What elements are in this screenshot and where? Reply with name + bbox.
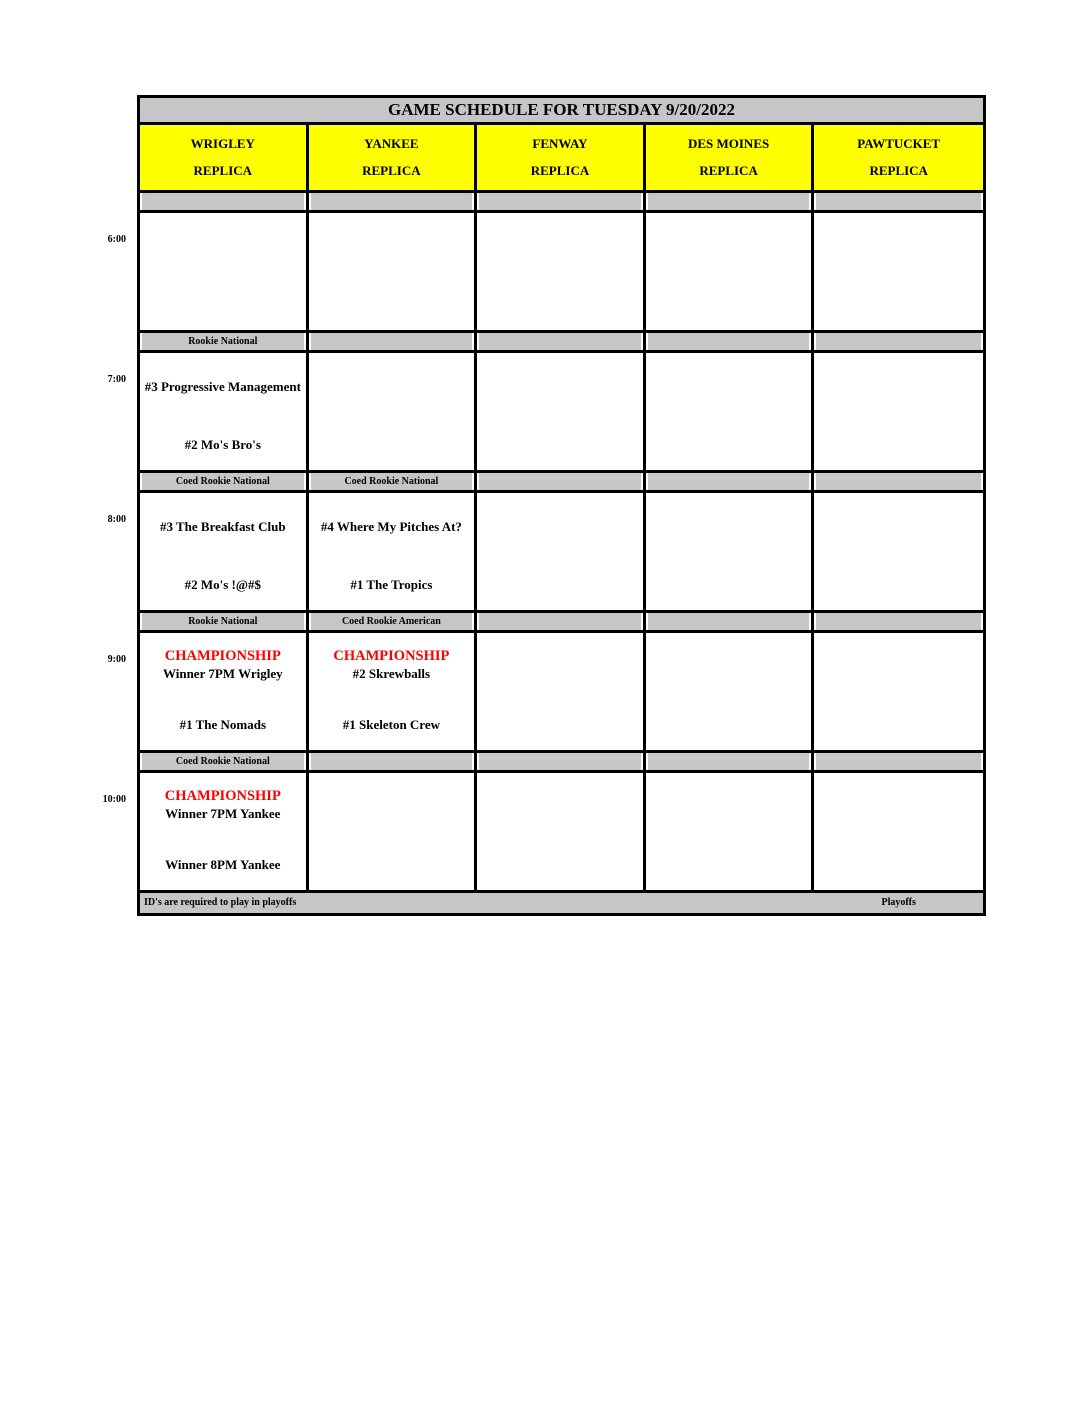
- team-bottom: #2 Mo's Bro's: [184, 437, 261, 452]
- league-strip-cell: [309, 753, 478, 770]
- game-row-10: [140, 773, 983, 893]
- game-cell: [140, 633, 309, 750]
- game-cell: [646, 773, 815, 890]
- team-bottom: #1 The Nomads: [179, 717, 267, 732]
- footer-bar: [140, 893, 983, 913]
- league-label: [816, 753, 981, 770]
- league-strip-cell: [140, 333, 309, 350]
- game-main: [312, 367, 472, 378]
- game-cell: [814, 633, 983, 750]
- field-header-fenway: [477, 125, 646, 190]
- league-strip-cell: [814, 333, 983, 350]
- game-main: [312, 507, 472, 535]
- league-label: [479, 613, 641, 630]
- game-main: [143, 367, 303, 395]
- league-strip-row-6: [140, 193, 983, 213]
- league-strip-cell: [309, 613, 478, 630]
- team-top: #3 Progressive Management: [144, 379, 301, 394]
- game-main: [649, 647, 809, 658]
- game-main: [480, 647, 640, 658]
- league-strip-cell: [309, 473, 478, 490]
- team-bottom: #1 The Tropics: [350, 577, 433, 592]
- league-strip-cell: [140, 613, 309, 630]
- league-label: Coed Rookie American: [311, 613, 473, 630]
- game-cell: [646, 493, 815, 610]
- league-label: Rookie National: [142, 613, 304, 630]
- game-row-6: [140, 213, 983, 333]
- game-main: [649, 787, 809, 798]
- league-strip-cell: [477, 613, 646, 630]
- league-strip-row-7: [140, 333, 983, 353]
- league-label: [311, 193, 473, 210]
- game-main: [312, 647, 472, 682]
- league-strip-cell: [646, 473, 815, 490]
- game-cell: [309, 633, 478, 750]
- league-strip-cell: [646, 753, 815, 770]
- field-name: DES MOINES: [687, 136, 770, 151]
- game-cell: [477, 353, 646, 470]
- league-strip-cell: [646, 193, 815, 210]
- league-strip-cell: [814, 613, 983, 630]
- game-main: [480, 367, 640, 378]
- game-main: [312, 227, 472, 238]
- game-cell: [477, 493, 646, 610]
- game-main: [817, 227, 980, 238]
- league-label: [648, 613, 810, 630]
- league-strip-row-10: [140, 753, 983, 773]
- game-main: [649, 507, 809, 518]
- league-label: [816, 613, 981, 630]
- field-name: PAWTUCKET: [857, 136, 941, 151]
- field-header-des-moines: [646, 125, 815, 190]
- game-main: [480, 787, 640, 798]
- footer-id-notice: ID's are required to play in playoffs: [144, 897, 297, 908]
- game-main: [817, 787, 980, 798]
- league-label: [479, 473, 641, 490]
- league-label: Coed Rookie National: [142, 473, 304, 490]
- league-label: [479, 193, 641, 210]
- league-label: [311, 753, 473, 770]
- league-strip-row-8: [140, 473, 983, 493]
- team-bottom: #1 Skeleton Crew: [342, 717, 441, 732]
- league-strip-cell: [477, 473, 646, 490]
- game-main: [480, 227, 640, 238]
- game-cell: [814, 353, 983, 470]
- field-subname: REPLICA: [530, 163, 590, 178]
- league-label: [648, 753, 810, 770]
- field-name: YANKEE: [364, 136, 419, 151]
- league-strip-cell: [477, 753, 646, 770]
- league-strip-cell: [309, 193, 478, 210]
- game-cell: [814, 213, 983, 330]
- game-cell: [814, 773, 983, 890]
- game-cell: [646, 213, 815, 330]
- field-header-row: [140, 125, 983, 193]
- game-main: [143, 227, 303, 238]
- game-main: [649, 367, 809, 378]
- league-label: [816, 473, 981, 490]
- field-header-yankee: [309, 125, 478, 190]
- league-strip-cell: [477, 193, 646, 210]
- game-cell: [309, 213, 478, 330]
- schedule-title: GAME SCHEDULE FOR TUESDAY 9/20/2022: [140, 98, 983, 125]
- game-schedule-table: [137, 95, 986, 916]
- field-subname: REPLICA: [193, 163, 253, 178]
- league-strip-cell: [140, 753, 309, 770]
- field-header-pawtucket: [814, 125, 983, 190]
- league-label: [816, 333, 981, 350]
- footer-playoffs-label: Playoffs: [881, 897, 916, 908]
- time-label-6: 6:00: [107, 234, 126, 245]
- game-cell: [309, 493, 478, 610]
- field-subname: REPLICA: [869, 163, 928, 178]
- league-label: [142, 193, 304, 210]
- game-main: [817, 367, 980, 378]
- team-top: #4 Where My Pitches At?: [320, 519, 462, 534]
- game-row-8: [140, 493, 983, 613]
- time-label-9: 9:00: [107, 654, 126, 665]
- league-label: Coed Rookie National: [142, 753, 304, 770]
- league-strip-cell: [140, 193, 309, 210]
- team-top: #2 Skrewballs: [352, 666, 431, 681]
- league-label: [648, 333, 810, 350]
- league-strip-cell: [814, 473, 983, 490]
- game-main: [817, 647, 980, 658]
- championship-label: CHAMPIONSHIP: [164, 788, 281, 804]
- game-cell: [309, 773, 478, 890]
- field-header-wrigley: [140, 125, 309, 190]
- league-strip-cell: [814, 193, 983, 210]
- league-label: [479, 333, 641, 350]
- league-strip-cell: [140, 473, 309, 490]
- field-name: WRIGLEY: [190, 136, 255, 151]
- game-cell: [140, 773, 309, 890]
- game-cell: [140, 213, 309, 330]
- game-cell: [477, 633, 646, 750]
- field-subname: REPLICA: [362, 163, 421, 178]
- game-cell: [814, 493, 983, 610]
- game-main: [143, 647, 303, 682]
- team-bottom: #2 Mo's !@#$: [184, 577, 261, 592]
- field-subname: REPLICA: [699, 163, 758, 178]
- league-strip-cell: [646, 333, 815, 350]
- league-strip-cell: [309, 333, 478, 350]
- league-strip-cell: [814, 753, 983, 770]
- league-label: Rookie National: [142, 333, 304, 350]
- game-row-7: [140, 353, 983, 473]
- game-cell: [646, 353, 815, 470]
- league-label: Coed Rookie National: [311, 473, 473, 490]
- league-strip-cell: [646, 613, 815, 630]
- time-label-8: 8:00: [107, 514, 126, 525]
- championship-label: CHAMPIONSHIP: [164, 648, 281, 664]
- time-label-10: 10:00: [102, 794, 126, 805]
- game-cell: [646, 633, 815, 750]
- championship-label: CHAMPIONSHIP: [333, 648, 450, 664]
- league-label: [648, 473, 810, 490]
- league-label: [648, 193, 810, 210]
- team-bottom: Winner 8PM Yankee: [165, 857, 281, 872]
- game-main: [143, 787, 303, 822]
- team-top: Winner 7PM Wrigley: [162, 666, 283, 681]
- game-main: [649, 227, 809, 238]
- league-label: [479, 753, 641, 770]
- game-cell: [477, 213, 646, 330]
- team-top: #3 The Breakfast Club: [160, 519, 286, 534]
- league-label: [816, 193, 981, 210]
- game-main: [480, 507, 640, 518]
- league-strip-cell: [477, 333, 646, 350]
- league-label: [311, 333, 473, 350]
- team-top: Winner 7PM Yankee: [165, 806, 281, 821]
- game-cell: [477, 773, 646, 890]
- game-main: [143, 507, 303, 535]
- game-row-9: [140, 633, 983, 753]
- game-cell: [140, 493, 309, 610]
- time-label-7: 7:00: [107, 374, 126, 385]
- field-name: FENWAY: [532, 136, 588, 151]
- league-strip-row-9: [140, 613, 983, 633]
- game-main: [312, 787, 472, 798]
- game-cell: [140, 353, 309, 470]
- game-main: [817, 507, 980, 518]
- game-cell: [309, 353, 478, 470]
